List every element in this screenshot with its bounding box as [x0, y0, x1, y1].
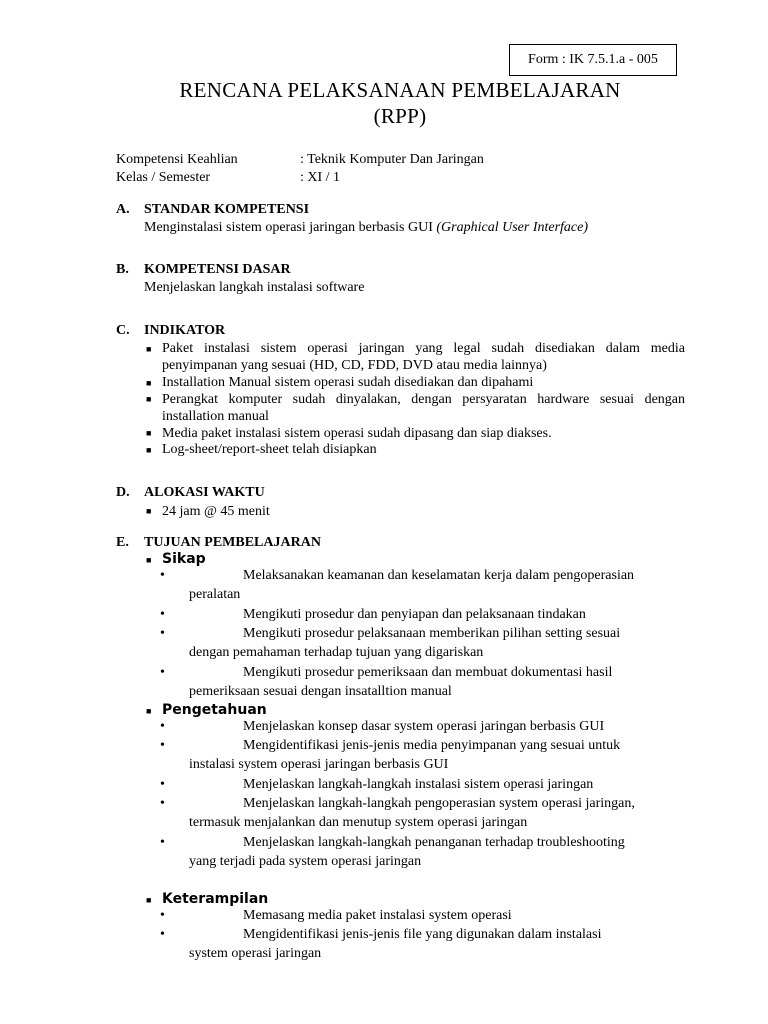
round-bullet-icon: •	[160, 927, 165, 942]
section-c-title: INDIKATOR	[144, 323, 226, 338]
sikap-heading: Sikap	[162, 551, 206, 567]
round-bullet-icon: •	[160, 908, 165, 923]
keterampilan-heading: Keterampilan	[162, 891, 269, 907]
square-bullet-icon: ■	[146, 895, 152, 905]
indikator-item: Log-sheet/report-sheet telah disiapkan	[162, 442, 377, 457]
section-a-text	[144, 220, 588, 236]
square-bullet-icon: ■	[146, 394, 152, 404]
square-bullet-icon: ■	[146, 706, 152, 716]
round-bullet-icon: •	[160, 777, 165, 792]
round-bullet-icon: •	[160, 835, 165, 850]
pengetahuan-item-line1: Mengidentifikasi jenis-jenis media penyimpanan yang sesuai untuk	[243, 738, 621, 753]
round-bullet-icon: •	[160, 568, 165, 583]
kompetensi-value: : Teknik Komputer Dan Jaringan	[300, 152, 484, 167]
indikator-item: Installation Manual sistem operasi sudah disediakan dan dipahami	[162, 375, 534, 390]
section-b-letter: B.	[116, 262, 129, 277]
pengetahuan-item-line1: Menjelaskan langkah-langkah instalasi sistem operasi jaringan	[243, 777, 594, 792]
pengetahuan-item-line1: Menjelaskan konsep dasar system operasi jaringan berbasis GUI	[243, 719, 605, 734]
document-title-line1: RENCANA PELAKSANAAN PEMBELAJARAN	[179, 78, 621, 102]
pengetahuan-heading: Pengetahuan	[162, 702, 267, 718]
form-code-box	[509, 44, 677, 76]
sikap-item-line2: dengan pemahaman terhadap tujuan yang digariskan	[189, 645, 484, 660]
section-b-text: Menjelaskan langkah instalasi software	[144, 280, 365, 295]
kelas-value: : XI / 1	[300, 170, 341, 185]
pengetahuan-item-line2: instalasi system operasi jaringan berbasis GUI	[189, 757, 449, 772]
keterampilan-item-line1: Memasang media paket instalasi system operasi	[243, 908, 512, 923]
section-b-title: KOMPETENSI DASAR	[144, 262, 291, 277]
sikap-item-line1: Mengikuti prosedur pelaksanaan memberikan pilihan setting sesuai	[243, 626, 621, 641]
square-bullet-icon: ■	[146, 445, 152, 455]
kelas-label: Kelas / Semester	[116, 170, 211, 185]
indikator-item: Perangkat komputer sudah dinyalakan, dengan persyaratan hardware sesuai dengan installation manual	[162, 392, 685, 424]
square-bullet-icon: ■	[146, 506, 152, 516]
sikap-item-line1: Mengikuti prosedur dan penyiapan dan pelaksanaan tindakan	[243, 607, 586, 622]
square-bullet-icon: ■	[146, 378, 152, 388]
sikap-item-line2: peralatan	[189, 587, 241, 602]
round-bullet-icon: •	[160, 796, 165, 811]
section-a-title: STANDAR KOMPETENSI	[144, 202, 310, 217]
round-bullet-icon: •	[160, 665, 165, 680]
round-bullet-icon: •	[160, 626, 165, 641]
sikap-item-line2: pemeriksaan sesuai dengan insatalltion manual	[189, 684, 452, 699]
sikap-item-line1: Melaksanakan keamanan dan keselamatan kerja dalam pengoperasian	[243, 568, 635, 583]
round-bullet-icon: •	[160, 607, 165, 622]
keterampilan-item-line2: system operasi jaringan	[189, 946, 322, 961]
section-a-text-plain: Menginstalasi sistem operasi jaringan berbasis GUI	[144, 220, 437, 235]
kompetensi-label: Kompetensi Keahlian	[116, 152, 238, 167]
section-d-title: ALOKASI WAKTU	[144, 485, 265, 500]
sikap-item-line1: Mengikuti prosedur pemeriksaan dan membuat dokumentasi hasil	[243, 665, 613, 680]
square-bullet-icon: ■	[146, 555, 152, 565]
pengetahuan-item-line1: Menjelaskan langkah-langkah penanganan terhadap troubleshooting	[243, 835, 625, 850]
indikator-item: Paket instalasi sistem operasi jaringan yang legal sudah disediakan dalam media penyimpanan yang sesuai (HD, CD, FDD, DVD atau media lainnya)	[162, 341, 685, 373]
indikator-item: Media paket instalasi sistem operasi sudah dipasang dan siap diakses.	[162, 426, 552, 441]
keterampilan-item-line1: Mengidentifikasi jenis-jenis file yang digunakan dalam instalasi	[243, 927, 602, 942]
pengetahuan-item-line2: termasuk menjalankan dan menutup system operasi jaringan	[189, 815, 528, 830]
round-bullet-icon: •	[160, 738, 165, 753]
section-c-letter: C.	[116, 323, 130, 338]
section-e-title: TUJUAN PEMBELAJARAN	[144, 535, 321, 550]
section-e-letter: E.	[116, 535, 129, 550]
section-d-letter: D.	[116, 485, 130, 500]
pengetahuan-item-line2: yang terjadi pada system operasi jaringan	[189, 854, 422, 869]
section-a-text-italic: (Graphical User Interface)	[436, 220, 589, 235]
form-code: Form : IK 7.5.1.a - 005	[528, 52, 658, 67]
alokasi-item: 24 jam @ 45 menit	[162, 504, 270, 519]
round-bullet-icon: •	[160, 719, 165, 734]
pengetahuan-item-line1: Menjelaskan langkah-langkah pengoperasian system operasi jaringan,	[243, 796, 635, 811]
section-a-letter: A.	[116, 202, 130, 217]
square-bullet-icon: ■	[146, 428, 152, 438]
square-bullet-icon: ■	[146, 344, 152, 354]
document-title-line2: (RPP)	[373, 104, 427, 128]
